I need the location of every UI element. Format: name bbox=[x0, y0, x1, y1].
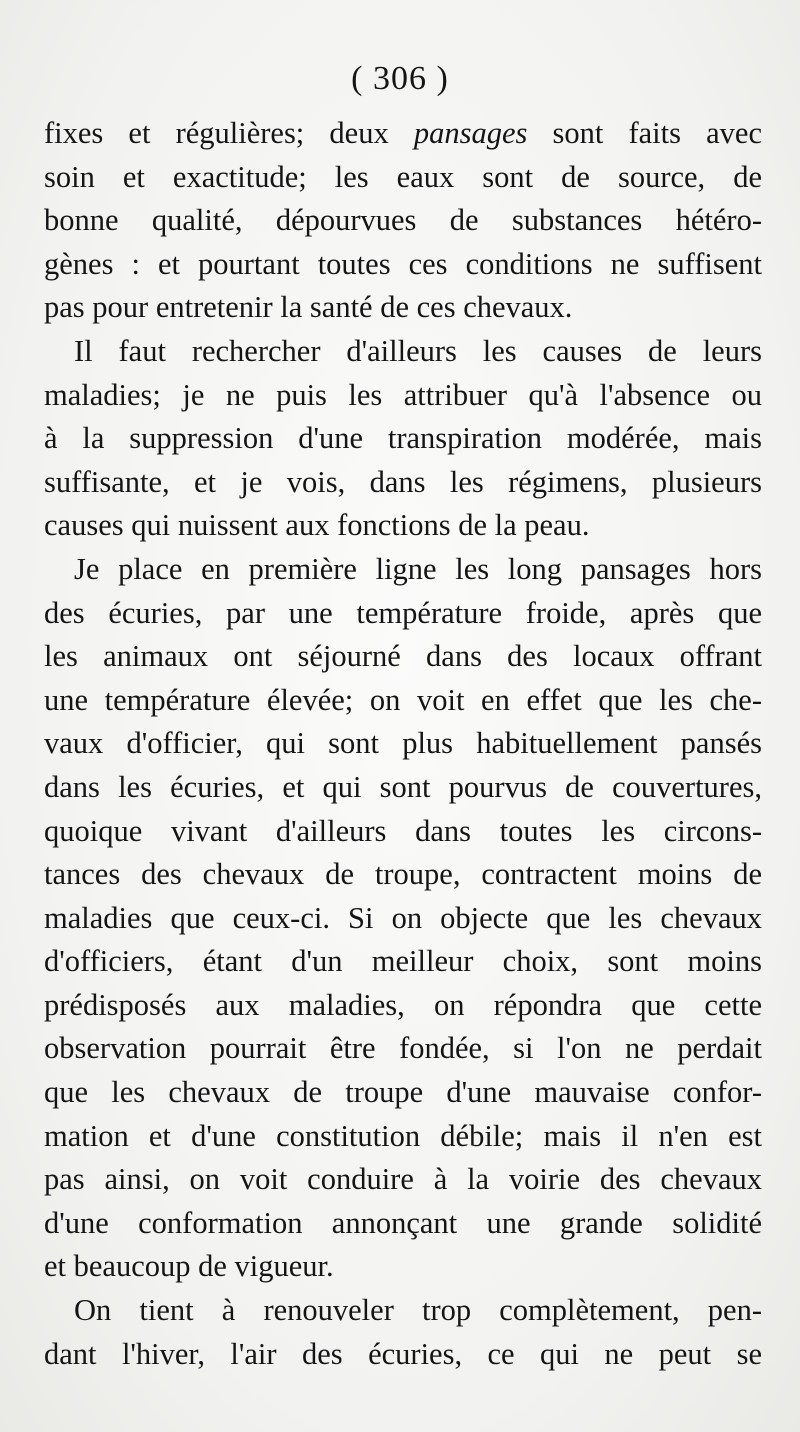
text-line: Je place en première ligne les long pansages hors bbox=[74, 551, 762, 586]
text-line: des écuries, par une température froide, après que bbox=[44, 595, 762, 630]
paragraph bbox=[44, 548, 762, 1289]
text-line: quoique vivant d'ailleurs dans toutes les circons- bbox=[44, 813, 762, 848]
body-text bbox=[44, 112, 762, 1376]
text-line: observation pourrait être fondée, si l'on ne perdait bbox=[44, 1031, 762, 1066]
text-line: une température élevée; on voit en effet que les che- bbox=[44, 682, 762, 717]
text-line: mation et d'une constitution débile; mais il n'en est bbox=[44, 1118, 762, 1153]
text-line: que les chevaux de troupe d'une mauvaise confor- bbox=[44, 1075, 762, 1110]
text-line: suffisante, et je vois, dans les régimens, plusieurs bbox=[44, 464, 762, 499]
text-run: sont faits avec bbox=[527, 116, 762, 150]
text-line: les animaux ont séjourné dans des locaux offrant bbox=[44, 639, 762, 674]
text-line: Il faut rechercher d'ailleurs les causes de leurs bbox=[74, 333, 762, 368]
text-line bbox=[44, 112, 762, 156]
text-line: d'officiers, étant d'un meilleur choix, sont moins bbox=[44, 944, 762, 979]
text-line: maladies que ceux-ci. Si on objecte que les chevaux bbox=[44, 900, 762, 935]
paragraph bbox=[44, 330, 762, 548]
text-run: fixes et régulières; deux bbox=[44, 116, 414, 150]
text-line: causes qui nuissent aux fonctions de la peau. bbox=[44, 508, 590, 543]
text-line: dant l'hiver, l'air des écuries, ce qui ne peut se bbox=[44, 1336, 762, 1371]
text-line: dans les écuries, et qui sont pourvus de couvertures, bbox=[44, 769, 762, 804]
text-line: prédisposés aux maladies, on répondra que cette bbox=[44, 987, 762, 1022]
text-line: et beaucoup de vigueur. bbox=[44, 1249, 334, 1284]
text-line: gènes : et pourtant toutes ces conditions ne suffisent bbox=[44, 246, 762, 281]
text-line: vaux d'officier, qui sont plus habituellement pansés bbox=[44, 726, 762, 761]
text-line: soin et exactitude; les eaux sont de source, de bbox=[44, 159, 762, 194]
text-line: bonne qualité, dépourvues de substances hétéro- bbox=[44, 203, 762, 238]
paragraph bbox=[44, 112, 762, 330]
text-line: tances des chevaux de troupe, contractent moins de bbox=[44, 857, 762, 892]
text-line: maladies; je ne puis les attribuer qu'à l'absence ou bbox=[44, 377, 762, 412]
text-line: d'une conformation annonçant une grande solidité bbox=[44, 1205, 762, 1240]
text-line: pas pour entretenir la santé de ces chevaux. bbox=[44, 290, 573, 325]
text-line: pas ainsi, on voit conduire à la voirie des chevaux bbox=[44, 1162, 762, 1197]
text-line: à la suppression d'une transpiration modérée, mais bbox=[44, 421, 762, 456]
page-number: ( 306 ) bbox=[351, 60, 449, 97]
paragraph bbox=[44, 1289, 762, 1376]
text-line: On tient à renouveler trop complètement, pen- bbox=[74, 1293, 762, 1328]
italic-word: pansages bbox=[413, 116, 528, 150]
